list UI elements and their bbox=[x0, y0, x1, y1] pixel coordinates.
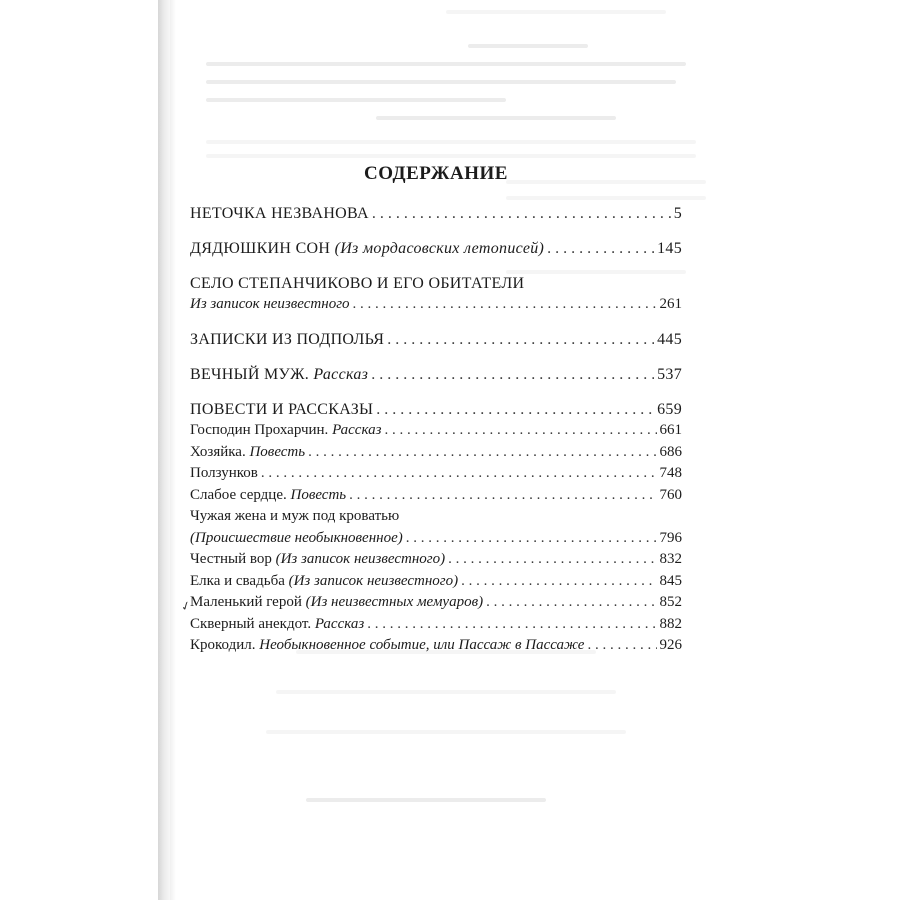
page-number: 832 bbox=[659, 551, 682, 567]
toc-story: Крокодил. Необыкновенное событие, или Пассаж в Пассаже . . . 926 bbox=[190, 635, 682, 657]
page-number: 261 bbox=[659, 296, 682, 312]
toc-story: Господин Прохарчин. Рассказ . . . 661 bbox=[190, 420, 682, 442]
dot-leader bbox=[461, 571, 656, 593]
dot-leader bbox=[547, 238, 654, 259]
page-number: 796 bbox=[659, 529, 682, 546]
dot-leader bbox=[353, 294, 657, 315]
toc-heading: СОДЕРЖАНИЕ bbox=[364, 163, 508, 184]
dot-leader bbox=[367, 614, 656, 636]
page-number: 445 bbox=[657, 331, 682, 348]
page-number: 926 bbox=[659, 637, 682, 653]
dot-leader bbox=[371, 364, 654, 385]
toc-story: Слабое сердце. Повесть . . . 760 bbox=[190, 485, 682, 507]
toc-entry: ВЕЧНЫЙ МУЖ. Рассказ . . . 537 bbox=[190, 364, 682, 385]
dot-leader bbox=[349, 485, 656, 507]
page-number: 5 bbox=[673, 205, 682, 222]
toc-story: Елка и свадьба (Из записок неизвестного) . . . 845 bbox=[190, 571, 682, 593]
dot-leader bbox=[448, 549, 656, 571]
dot-leader bbox=[376, 399, 654, 420]
toc-story: (Происшествие необыкновенное) . . . 796 bbox=[190, 528, 682, 550]
page-number: 748 bbox=[659, 465, 682, 481]
page-number: 661 bbox=[659, 422, 682, 438]
toc-story: Маленький герой (Из неизвестных мемуаров) . . . 852 bbox=[190, 592, 682, 614]
toc-entry: ДЯДЮШКИН СОН (Из мордасовских летописей) . . . 145 bbox=[190, 238, 682, 259]
page-number: 760 bbox=[659, 486, 682, 503]
toc-story: Скверный анекдот. Рассказ . . . 882 bbox=[190, 614, 682, 636]
toc-story: Хозяйка. Повесть . . . 686 bbox=[190, 442, 682, 464]
dot-leader bbox=[406, 528, 657, 550]
toc-entry: ПОВЕСТИ И РАССКАЗЫ . . . 659 bbox=[190, 399, 682, 420]
toc-story-title: Чужая жена и муж под кроватью bbox=[190, 508, 400, 524]
toc-entry: НЕТОЧКА НЕЗВАНОВА . . . 5 bbox=[190, 203, 682, 224]
toc-entry-title: СЕЛО СТЕПАНЧИКОВО И ЕГО ОБИТАТЕЛИ bbox=[190, 275, 525, 292]
dot-leader bbox=[372, 203, 671, 224]
dot-leader bbox=[384, 420, 656, 442]
page-number: 845 bbox=[659, 572, 682, 589]
page-number: 882 bbox=[659, 615, 682, 632]
toc-entry: ЗАПИСКИ ИЗ ПОДПОЛЬЯ . . . 445 bbox=[190, 329, 682, 350]
dot-leader bbox=[261, 463, 657, 485]
page-number: 537 bbox=[657, 366, 682, 383]
page-number: 852 bbox=[659, 594, 682, 610]
table-of-contents bbox=[190, 162, 682, 657]
dot-leader bbox=[486, 592, 656, 614]
dot-leader bbox=[387, 329, 654, 350]
page-number: 686 bbox=[659, 443, 682, 460]
pencil-check-mark: ✓ bbox=[178, 597, 193, 615]
toc-entry: Из записок неизвестного . . . 261 bbox=[190, 294, 682, 315]
page-number: 145 bbox=[657, 240, 682, 257]
dot-leader bbox=[587, 635, 656, 657]
page-number: 659 bbox=[657, 401, 682, 418]
dot-leader bbox=[308, 442, 656, 464]
book-gutter bbox=[170, 0, 176, 900]
toc-story: Честный вор (Из записок неизвестного) . . . 832 bbox=[190, 549, 682, 571]
toc-story: Ползунков . . . 748 bbox=[190, 463, 682, 485]
